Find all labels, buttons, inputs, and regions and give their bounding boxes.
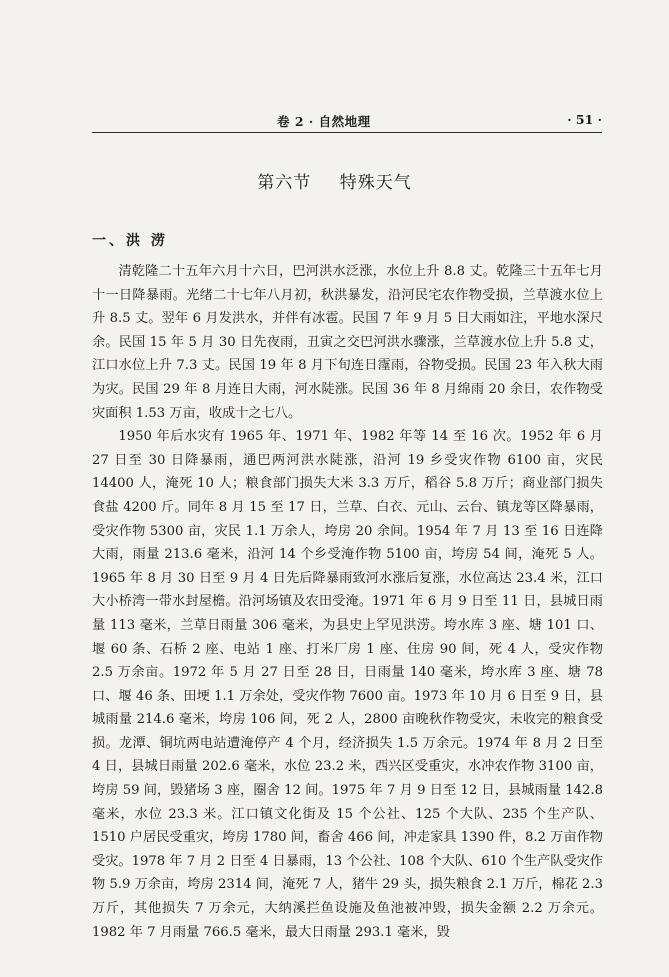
section-title [0, 168, 669, 193]
header-rule [92, 132, 602, 133]
page-number: · 51 · [567, 112, 602, 127]
section-name: 特殊天气 [339, 173, 412, 193]
running-header [92, 112, 602, 136]
paragraph-post-1950: 1950 年后水灾有 1965 年、1971 年、1982 年等 14 至 16 次。1952 年 6 月 27 日至 30 日降暴雨，通巴两河洪水陡涨，沿河 19 乡受灾作物 6100 亩，灾民 14400 人，淹死 10 人；粮食部门损失大米 3.3 万斤，稻谷 5.8 万斤；商业部门损失食盐 4200 斤。同年 8 月 15 至 17 日，兰草、白衣、元山、云台、镇龙等区降暴雨，受灾作物 5300 亩，灾民 1.1 万余人，垮房 20 余间。1954 年 7 月 13 至 16 日连降大雨，雨量 213.6 毫米，沿河 14 个乡受淹作物 5100 亩，垮房 54 间，淹死 5 人。1965 年 8 月 30 日至 9 月 4 日先后降暴雨致河水涨后复涨，水位高达 23.4 米，江口大小桥湾一带水封屋檐。沿河场镇及农田受淹。1971 年 6 月 9 日至 11 日，县城日雨量 113 毫米，兰草日雨量 306 毫米，为县史上罕见洪涝。垮水库 3 座、塘 101 口、堰 60 条、石桥 2 座、电站 1 座、打米厂房 1 座、住房 90 间，死 4 人，受灾作物 2.5 万余亩。1972 年 5 月 27 日至 28 日，日雨量 140 毫米，垮水库 3 座、塘 78 口、堰 46 条、田埂 1.1 万余处，受灾作物 7600 亩。1973 年 10 月 6 日至 9 日，县城雨量 214.6 毫米，垮房 106 间，死 2 人，2800 亩晚秋作物受灾，未收完的粮食受损。龙潭、铜坑两电站遭淹停产 4 个月，经济损失 1.5 万余元。1974 年 8 月 2 日至 4 日，县城日雨量 202.6 毫米，水位 23.2 米，西兴区受重灾，水冲农作物 3100 亩，垮房 59 间，毁猪场 3 座，圈舍 12 间。1975 年 7 月 9 日至 12 日，县城雨量 142.8 毫米，水位 23.3 米。江口镇文化街及 15 个公社、125 个大队、235 个生产队、1510 户居民受重灾，垮房 1780 间，畜舍 466 间，冲走家具 1390 件，8.2 万亩作物受灾。1978 年 7 月 2 日至 4 日暴雨，13 个公社、108 个大队、610 个生产队受灾作物 5.9 万余亩，垮房 2314 间，淹死 7 人，猪牛 29 头，损失粮食 2.1 万斤，棉花 2.3 万斤，其他损失 7 万余元，大纳溪拦鱼设施及鱼池被冲毁，损失金额 2.2 万余元。1982 年 7 月雨量 766.5 毫米，最大日雨量 293.1 毫米，毁 [92, 429, 603, 940]
subsection-heading: 一、洪 涝 [92, 233, 168, 249]
volume-label: 卷 2 · 自然地理 [277, 114, 371, 129]
paragraph-qing-republic: 清乾隆二十五年六月十六日，巴河洪水泛涨，水位上升 8.8 丈。乾隆三十五年七月十一日降暴雨。光绪二十七年八月初，秋洪暴发，沿河民宅农作物受损，兰草渡水位上升 8.5 丈。翌年 6 月发洪水，并伴有冰雹。民国 7 年 9 月 5 日大雨如注，平地水深尺余。民国 15 年 5 月 30 日先夜雨，丑寅之交巴河洪水骤涨，兰草渡水位上升 5.8 丈，江口水位上升 7.3 丈。民国 19 年 8 月下旬连日霪雨，谷物受损。民国 23 年入秋大雨为灾。民国 29 年 8 月连日大雨，河水陡涨。民国 36 年 8 月绵雨 20 余日，农作物受灾面积 1.53 万亩，收成十之七八。 [92, 264, 603, 421]
body-text [92, 260, 603, 944]
section-number: 第六节 [257, 173, 312, 193]
